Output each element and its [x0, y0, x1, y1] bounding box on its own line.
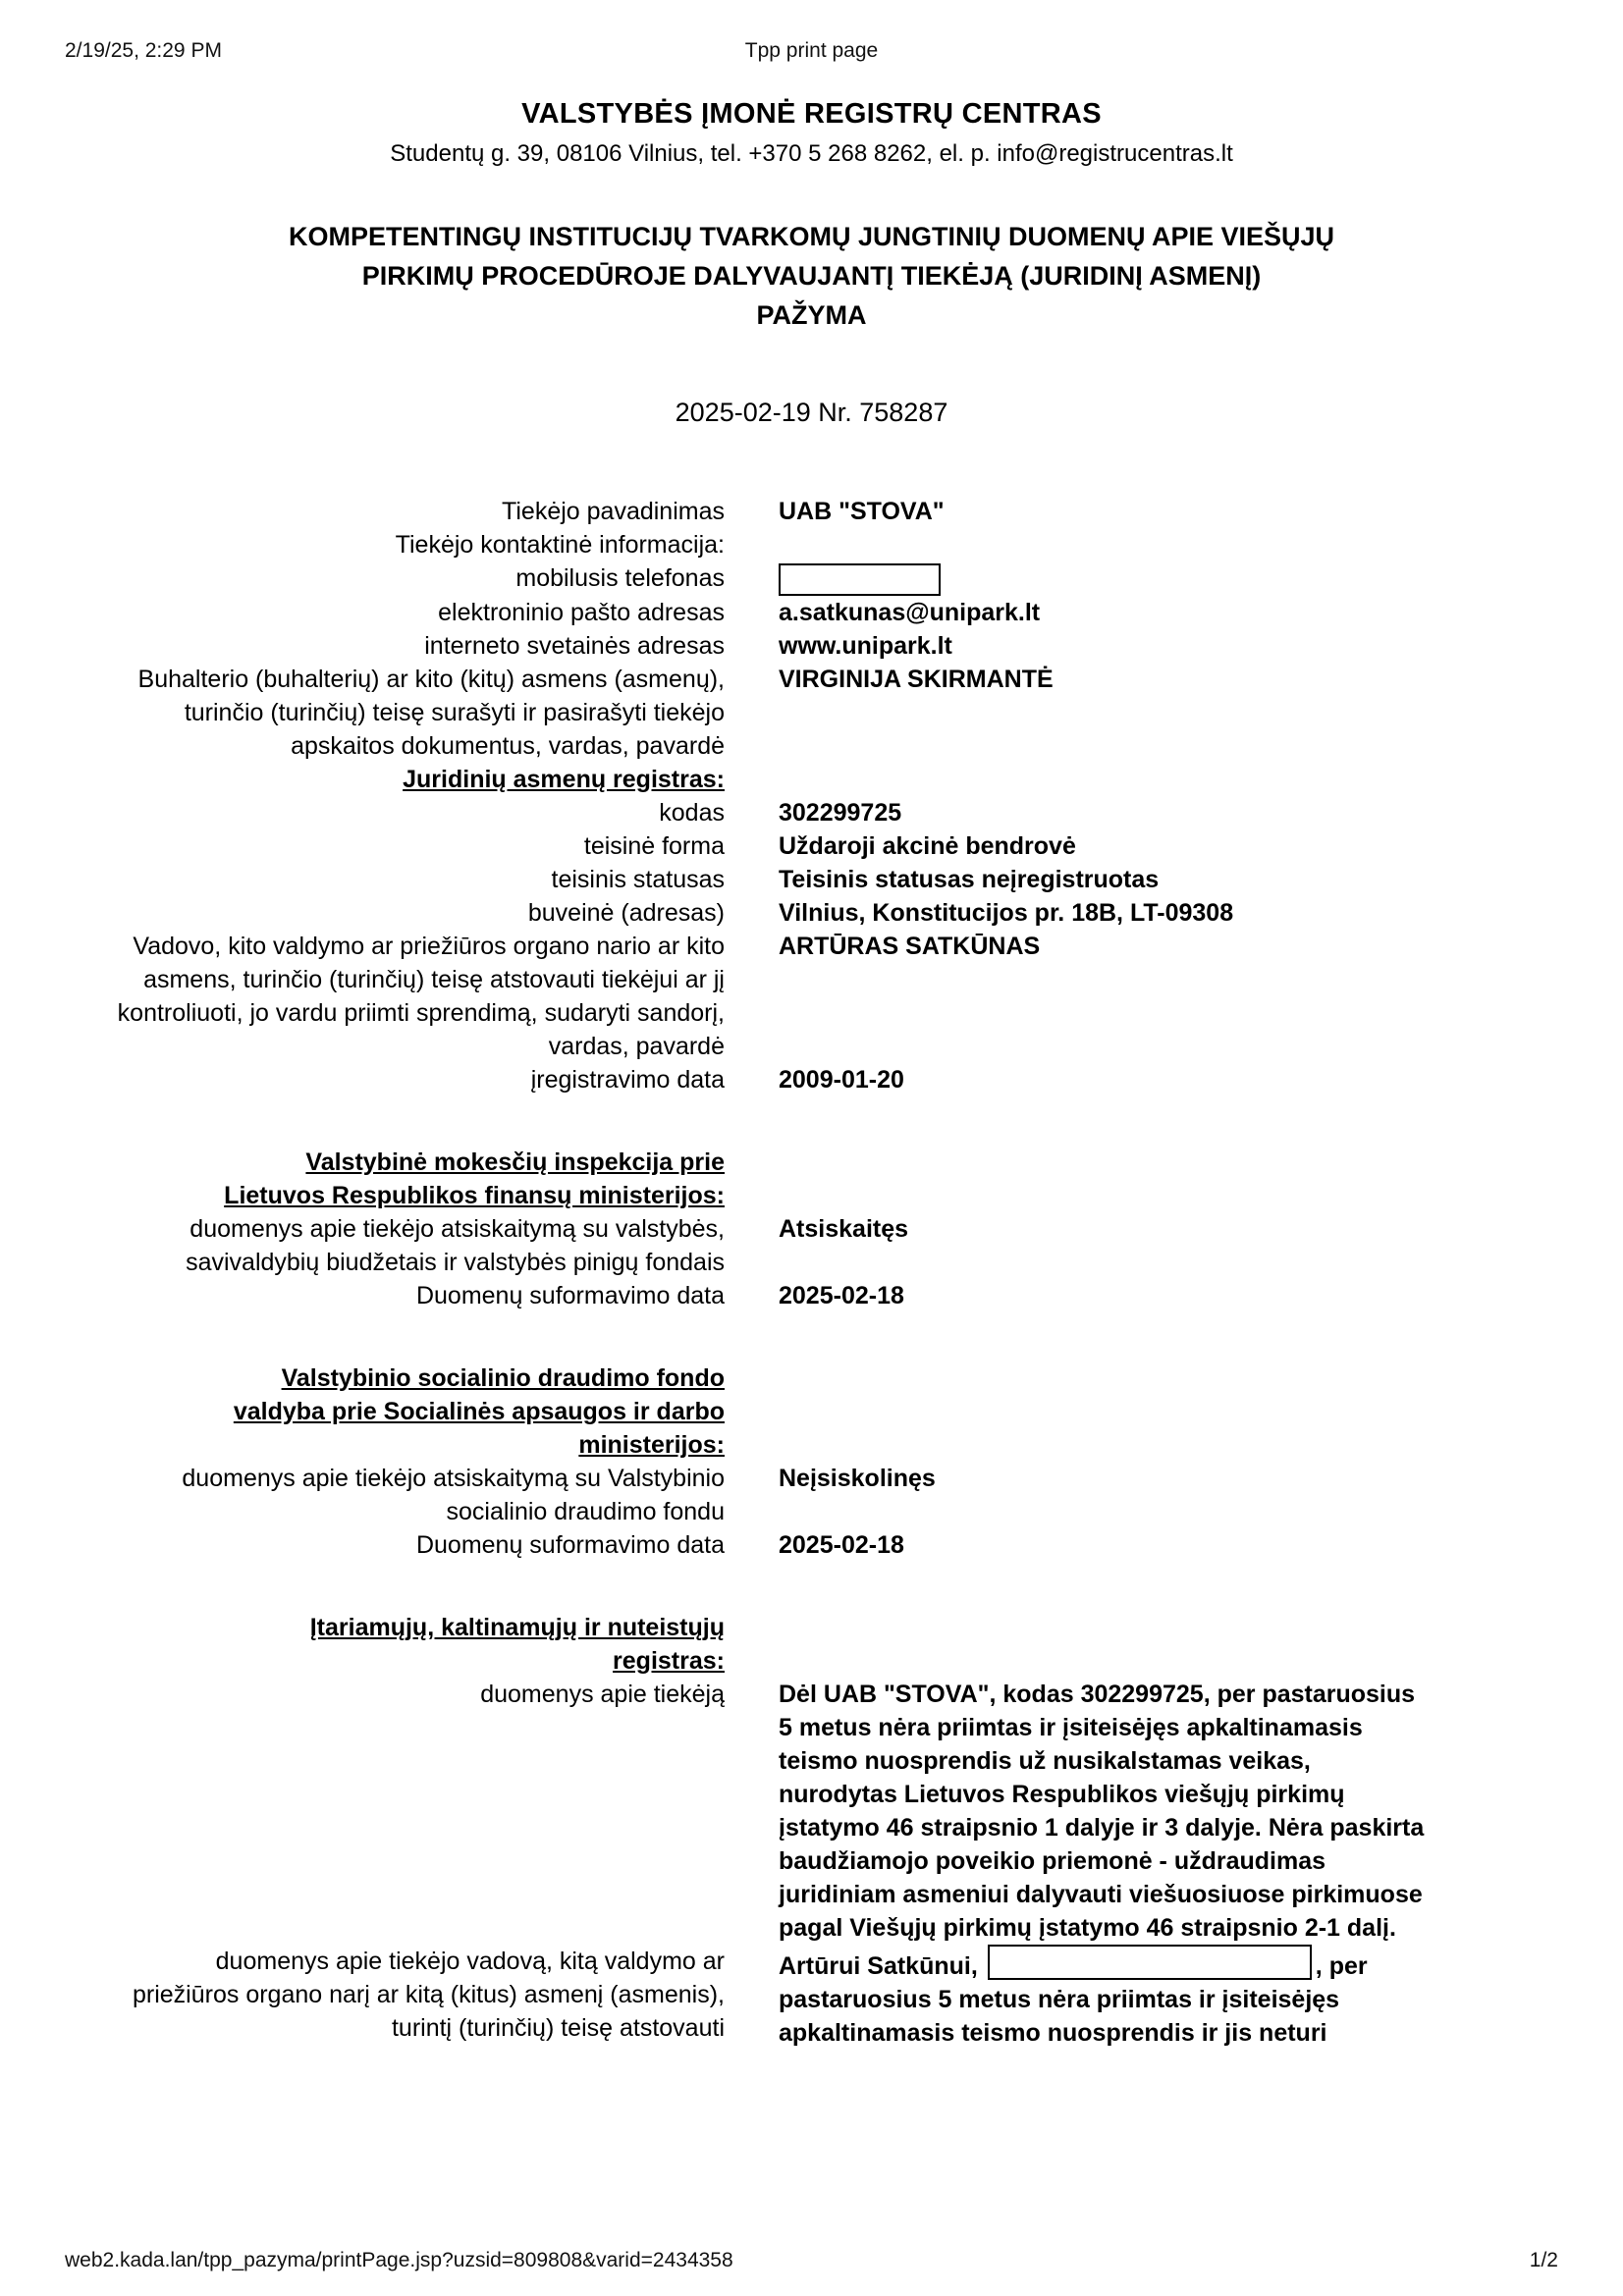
- redacted-phone-box: [779, 563, 941, 596]
- field-row-legal-status: [116, 863, 1623, 896]
- field-value: 2009-01-20: [779, 1065, 904, 1094]
- field-value: Atsiskaitęs: [779, 1214, 909, 1243]
- field-value-prefix: Artūrui Satkūnui,: [779, 1951, 978, 1980]
- field-value: www.unipark.lt: [779, 631, 952, 660]
- field-value: 302299725: [779, 798, 902, 827]
- field-row-social-insurance-settlement: [116, 1462, 1623, 1528]
- field-label: buveinė (adresas): [527, 898, 725, 927]
- field-row-supplier-name: [116, 495, 1623, 528]
- field-label: duomenys apie tiekėjo atsiskaitymą su Valstybinio socialinio draudimo fondu: [182, 1464, 725, 1525]
- section-heading: Valstybinė mokesčių inspekcija prie Lietuvos Respublikos finansų ministerijos:: [224, 1148, 725, 1209]
- field-label: elektroninio pašto adresas: [438, 598, 725, 626]
- field-row-manager: [116, 930, 1623, 1063]
- print-header-datetime: 2/19/25, 2:29 PM: [65, 39, 222, 62]
- print-header: [65, 39, 1558, 69]
- section-row-suspects-register: [116, 1611, 1623, 1678]
- field-row-tax-settlement: [116, 1212, 1623, 1279]
- field-row-address: [116, 896, 1623, 930]
- field-value: Neįsiskolinęs: [779, 1464, 936, 1492]
- document-date-number: 2025-02-19 Nr. 758287: [675, 398, 948, 427]
- redacted-personal-code-box: [988, 1945, 1312, 1980]
- field-label: Vadovo, kito valdymo ar priežiūros organo nario ar kito asmens, turinčio (turinčių) teisę atstovauti tiekėjui ar jį kontroliuoti, jo vardu priimti sprendimą, sudaryti sandorį, vardas, pavardė: [117, 932, 725, 1060]
- field-row-manager-criminal-data: [116, 1945, 1623, 2050]
- field-value: 2025-02-18: [779, 1530, 904, 1559]
- field-label: interneto svetainės adresas: [424, 631, 725, 660]
- org-address: Studentų g. 39, 08106 Vilnius, tel. +370 5 268 8262, el. p. info@registrucentras.lt: [390, 140, 1233, 167]
- field-value-suffix: , per pastaruosius 5 metus nėra priimtas ir įsiteisėjęs apkaltinamasis teismo nuosprendis ir jis neturi: [779, 1951, 1368, 2047]
- print-header-title: Tpp print page: [744, 39, 879, 62]
- print-footer-url: web2.kada.lan/tpp_pazyma/printPage.jsp?uzsid=809808&varid=2434358: [65, 2249, 733, 2271]
- field-label: Buhalterio (buhalterių) ar kito (kitų) asmens (asmenų), turinčio (turinčių) teisę surašyti ir pasirašyti tiekėjo apskaitos dokumentus, vardas, pavardė: [137, 665, 725, 760]
- field-label: duomenys apie tiekėją: [480, 1680, 725, 1708]
- field-value: [779, 1945, 1427, 2050]
- field-row-legal-form: [116, 829, 1623, 863]
- field-value: 2025-02-18: [779, 1281, 904, 1309]
- field-value: [779, 561, 1427, 596]
- field-row-code: [116, 796, 1623, 829]
- field-row-supplier-criminal-data: [116, 1678, 1623, 1945]
- fields-section: [116, 495, 1623, 2050]
- field-label: Duomenų suformavimo data: [415, 1281, 725, 1309]
- field-label: Duomenų suformavimo data: [415, 1530, 725, 1559]
- field-value: Uždaroji akcinė bendrovė: [779, 831, 1076, 860]
- field-label: Tiekėjo pavadinimas: [502, 498, 725, 525]
- section-heading: Juridinių asmenų registras:: [403, 765, 725, 793]
- field-row-website: [116, 629, 1623, 663]
- field-label: mobilusis telefonas: [515, 564, 725, 592]
- field-value: Teisinis statusas neįregistruotas: [779, 865, 1160, 893]
- field-row-email: [116, 596, 1623, 629]
- org-name: VALSTYBĖS ĮMONĖ REGISTRŲ CENTRAS: [521, 98, 1102, 130]
- section-row-social-insurance: [116, 1362, 1623, 1462]
- field-row-contact-info: [116, 528, 1623, 561]
- section-row-legal-entities-register: [116, 763, 1623, 796]
- section-heading: Valstybinio socialinio draudimo fondo valdyba prie Socialinės apsaugos ir darbo ministerijos:: [233, 1363, 725, 1459]
- field-row-registration-date: [116, 1063, 1623, 1096]
- document-title-line-1: KOMPETENTINGŲ INSTITUCIJŲ TVARKOMŲ JUNGTINIŲ DUOMENŲ APIE VIEŠŲJŲ: [288, 222, 1335, 251]
- field-value: VIRGINIJA SKIRMANTĖ: [779, 665, 1054, 693]
- field-row-social-insurance-data-date: [116, 1528, 1623, 1562]
- section-heading: Įtariamųjų, kaltinamųjų ir nuteistųjų registras:: [309, 1613, 725, 1675]
- print-footer: [65, 2249, 1558, 2272]
- field-row-tax-data-date: [116, 1279, 1623, 1312]
- field-value: ARTŪRAS SATKŪNAS: [779, 932, 1041, 960]
- document-title: [0, 217, 1623, 335]
- field-label: duomenys apie tiekėjo vadovą, kitą valdymo ar priežiūros organo narį ar kitą (kitus) asmenį (asmenis), turintį (turinčių) teisę atstovauti: [133, 1947, 725, 2042]
- field-label: įregistravimo data: [530, 1065, 725, 1094]
- field-label: teisinė forma: [583, 831, 725, 860]
- document-title-line-2: PIRKIMŲ PROCEDŪROJE DALYVAUJANTĮ TIEKĖJĄ (JURIDINĮ ASMENĮ): [361, 261, 1262, 291]
- field-value: Vilnius, Konstitucijos pr. 18B, LT-09308: [779, 898, 1234, 927]
- field-value: Dėl UAB "STOVA", kodas 302299725, per pastaruosius 5 metus nėra priimtas ir įsiteisėjęs apkaltinamasis teismo nuosprendis už nusikalstamas veikas, nurodytas Lietuvos Respublikos viešųjų pirkimų įstatymo 46 straipsnio 1 dalyje ir 3 dalyje. Nėra paskirta baudžiamojo poveikio priemonė - uždraudimas juridiniam asmeniui dalyvauti viešuosiuose pirkimuose pagal Viešųjų pirkimų įstatymo 46 straipsnio 2-1 dalį.: [779, 1680, 1425, 1942]
- field-row-accountant: [116, 663, 1623, 763]
- field-label: teisinis statusas: [551, 865, 725, 893]
- field-label: duomenys apie tiekėjo atsiskaitymą su valstybės, savivaldybių biudžetais ir valstybės pinigų fondais: [186, 1214, 725, 1276]
- section-row-tax-inspectorate: [116, 1146, 1623, 1212]
- print-footer-page-number: 1/2: [1529, 2249, 1558, 2271]
- field-label: kodas: [659, 798, 725, 827]
- field-value: UAB "STOVA": [779, 498, 945, 525]
- field-label: Tiekėjo kontaktinė informacija:: [395, 531, 725, 559]
- field-row-mobile-phone: [116, 561, 1623, 596]
- document-title-line-3: PAŽYMA: [756, 300, 867, 330]
- field-value: a.satkunas@unipark.lt: [779, 598, 1041, 626]
